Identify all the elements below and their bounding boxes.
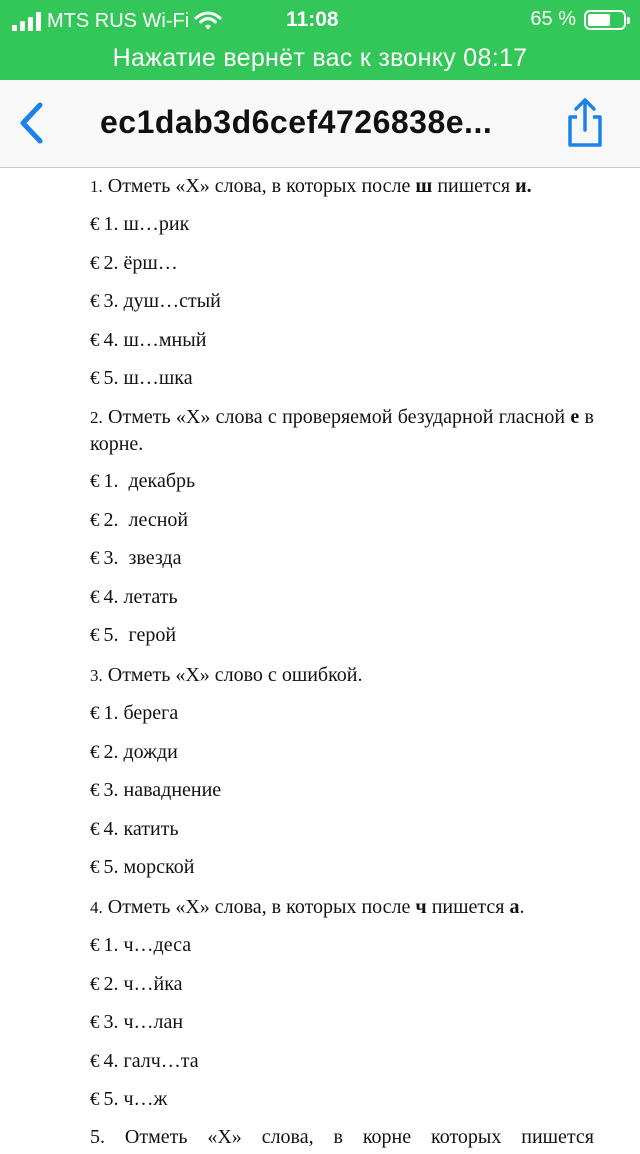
- answer-option-label: 4. галч…та: [103, 1049, 199, 1072]
- document-content[interactable]: [90, 168, 594, 1148]
- question-text-part: и.: [515, 175, 532, 197]
- answer-option[interactable]: [90, 816, 179, 843]
- share-icon: [560, 98, 610, 148]
- question-text-part: 2.: [90, 408, 103, 427]
- answer-option-label: 1. ш…рик: [103, 213, 190, 235]
- question-text-part: Отметь «Х» слова с проверяемой безударной гласной: [102, 406, 571, 428]
- question-text-part: пишется: [426, 896, 510, 918]
- checkbox-icon: €: [90, 329, 100, 351]
- question-text-part: ш: [415, 175, 433, 197]
- answer-option[interactable]: [90, 971, 183, 998]
- signal-strength-icon: [12, 11, 41, 31]
- checkbox-icon: €: [90, 857, 100, 879]
- answer-option-label: 3. ч…лан: [103, 1011, 184, 1034]
- status-bar: [0, 0, 640, 80]
- answer-option[interactable]: [90, 250, 178, 277]
- answer-option-label: 5. ш…шка: [103, 367, 193, 390]
- question-text-part: пишется: [432, 175, 516, 197]
- answer-option-label: 2. ёрш…: [103, 251, 178, 274]
- answer-option-label: 5. герой: [103, 624, 177, 647]
- answer-option[interactable]: [90, 739, 178, 766]
- battery-icon: [584, 10, 626, 30]
- battery-percent: 65 %: [530, 8, 576, 30]
- question-text-part: 4.: [90, 898, 103, 917]
- checkbox-icon: €: [90, 703, 100, 724]
- question-4: [90, 894, 594, 921]
- checkbox-icon: €: [90, 1012, 100, 1034]
- question-text-part: е: [570, 406, 580, 428]
- question-text-part: Отметь «Х» слова, в которых после: [102, 896, 416, 918]
- question-1: [90, 173, 594, 200]
- answer-option[interactable]: [90, 584, 178, 611]
- answer-option[interactable]: [90, 700, 178, 727]
- answer-option[interactable]: [90, 211, 189, 238]
- question-text-part: .: [519, 896, 525, 918]
- answer-option-label: 1. декабрь: [103, 470, 196, 492]
- question-5-partial: [90, 1124, 594, 1154]
- answer-option[interactable]: [90, 932, 191, 959]
- checkbox-icon: €: [90, 291, 100, 313]
- answer-option[interactable]: [90, 288, 221, 315]
- carrier-name: MTS RUS Wi-Fi: [47, 9, 190, 32]
- checkbox-icon: €: [90, 741, 100, 763]
- question-text-part: ч: [415, 896, 427, 918]
- answer-option-label: 3. душ…стый: [103, 290, 221, 313]
- answer-option[interactable]: [90, 1009, 183, 1036]
- checkbox-icon: €: [90, 214, 100, 235]
- checkbox-icon: €: [90, 973, 100, 995]
- checkbox-icon: €: [90, 548, 100, 570]
- question-text-part: 1.: [90, 177, 103, 196]
- checkbox-icon: €: [90, 625, 100, 647]
- checkbox-icon: €: [90, 1089, 100, 1111]
- answer-option[interactable]: [90, 777, 221, 804]
- checkbox-icon: €: [90, 368, 100, 390]
- question-text-part: а: [509, 896, 520, 918]
- checkbox-icon: €: [90, 586, 100, 608]
- answer-option[interactable]: [90, 1048, 199, 1075]
- document-title: ec1dab3d6cef4726838e...: [100, 104, 493, 140]
- navigation-bar: [0, 80, 640, 168]
- checkbox-icon: €: [90, 252, 100, 274]
- back-button[interactable]: [14, 100, 54, 146]
- return-to-call-banner[interactable]: Нажатие вернёт вас к звонку 08:17: [112, 44, 528, 72]
- share-button[interactable]: [560, 98, 610, 148]
- question-text-part: в корне.: [90, 406, 594, 455]
- answer-option[interactable]: [90, 622, 176, 649]
- answer-option-label: 2. ч…йка: [103, 972, 183, 995]
- answer-option[interactable]: [90, 327, 206, 354]
- question-text-part: 3.: [90, 666, 103, 685]
- carrier-area: [12, 8, 221, 34]
- question-text-part: Отметь «Х» слово с ошибкой.: [102, 664, 363, 686]
- answer-option-label: 5. морской: [103, 856, 195, 879]
- wifi-icon: [195, 11, 221, 31]
- checkbox-icon: €: [90, 1050, 100, 1072]
- answer-option-label: 5. ч…ж: [103, 1088, 168, 1111]
- answer-option[interactable]: [90, 365, 193, 392]
- checkbox-icon: €: [90, 471, 100, 492]
- checkbox-icon: €: [90, 509, 100, 531]
- answer-option[interactable]: [90, 1086, 167, 1113]
- battery-area: [530, 8, 626, 31]
- question-2: [90, 404, 594, 457]
- answer-option-label: 2. лесной: [103, 508, 189, 531]
- checkbox-icon: €: [90, 818, 100, 840]
- clock: 11:08: [286, 8, 339, 31]
- answer-option-label: 3. звезда: [103, 547, 182, 570]
- answer-option-label: 4. ш…мный: [103, 328, 207, 351]
- answer-option-label: 1. ч…деса: [103, 934, 192, 956]
- checkbox-icon: €: [90, 780, 100, 802]
- chevron-left-icon: [14, 100, 54, 146]
- question-3: [90, 662, 594, 689]
- answer-option[interactable]: [90, 507, 188, 534]
- answer-option-label: 1. берега: [103, 702, 179, 724]
- answer-option-label: 4. катить: [103, 817, 179, 840]
- answer-option-label: 3. наваднение: [103, 779, 222, 802]
- checkbox-icon: €: [90, 935, 100, 956]
- answer-option[interactable]: [90, 854, 194, 881]
- answer-option[interactable]: [90, 468, 195, 495]
- answer-option[interactable]: [90, 545, 181, 572]
- answer-option-label: 4. летать: [103, 585, 178, 608]
- question-5-partial-text: 5. Отметь «Х» слова, в корне которых пишется: [90, 1126, 594, 1148]
- answer-option-label: 2. дожди: [103, 740, 178, 763]
- question-text-part: Отметь «Х» слова, в которых после: [102, 175, 416, 197]
